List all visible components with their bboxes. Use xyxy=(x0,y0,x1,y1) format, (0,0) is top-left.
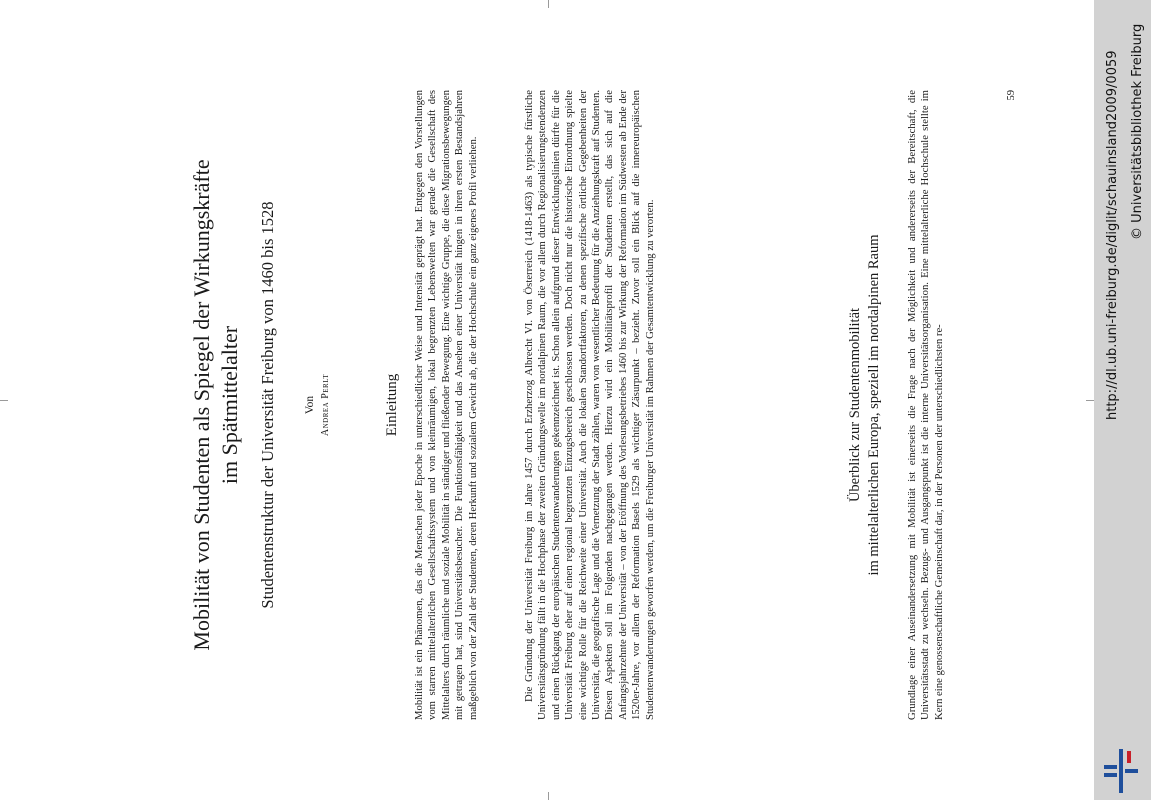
section-heading-line-1: Überblick zur Studentenmobilität xyxy=(847,307,863,503)
author-prefix: Von xyxy=(304,395,316,415)
crop-mark xyxy=(548,792,549,800)
paragraph: Mobilität ist ein Phänomen, das die Menschen jeder Epoche in unterschiedlicher Weise und Intensität geprägt hat. Entgegen den Vorstellungen vom starren mittelalterlichen Gesellschaftssystem und von kleinräumigen, lokal begrenzten Lebenswelten war gerade die Gesellschaft des Mittelalters durch räumliche und soziale Mobilität in ständiger und fließender Bewegung. Eine wichtige Gruppe, die diese Migrationsbewegungen mit getragen hat, sind Universitätsbesucher. Die Funktionsfähigkeit und das Ansehen einer Universität hingen in ihren ersten Bestandsjahren maßgeblich von der Zahl der Studenten, deren Herkunft und sozialem Gewicht ab, die der Hochschule ein ganz eigenes Profil verliehen. xyxy=(413,90,479,720)
library-logo-icon xyxy=(1100,745,1142,795)
paragraph: Die Gründung der Universität Freiburg im Jahre 1457 durch Erzherzog Albrecht VI. von Österreich (1418-1463) als typische fürstliche Universitätsgründung fällt in die Hochphase der zweiten Gründungswelle im nordalpinen Raum, die vor allem durch Regionalisierungstendenzen und einen Rückgang der europäischen Studentenwanderungen gekennzeichnet ist. Schon allein aufgrund dieser Entwicklungslinien dürfte für die Universität Freiburg eher auf einen regional begrenzten Einzugsbereich geschlossen werden. Doch nicht nur die historische Einordnung spielte eine wichtige Rolle für die Reichweite einer Universität. Auch die lokalen Standortfaktoren, zu denen spezifische örtliche Gegebenheiten der Universität, die geografische Lage und die Vernetzung der Stadt zählen, waren von wesentlicher Bedeutung für die Anziehungskraft auf Studenten. Diesen Aspekten soll im Folgenden nachgegangen werden. Hierzu wird ein Mobilitätsprofil der Studenten erstellt, das sich auf die Anfangsjahrzehnte der Universität – von der Eröffnung des Vorlesungsbetriebes 1460 bis zur Wirkung der Reformation im Südwesten ab Ende der 1520er-Jahre, vor allem der Reformation Basels 1529 als wichtiger Zäsurpunkt – bezieht. Zuvor soll ein Blick auf die innereuropäischen Studentenwanderungen geworfen werden, um die Freiburger Universität im Rahmen der Gesamtentwicklung zu verorten. xyxy=(523,90,656,720)
page-number: 59 xyxy=(1006,90,1017,101)
section-heading-line-2: im mittelalterlichen Europa, speziell im nordalpinen Raum xyxy=(866,234,882,576)
document-title xyxy=(188,90,244,720)
section-heading-einleitung: Einleitung xyxy=(384,373,400,437)
document-page xyxy=(188,90,1018,720)
crop-mark xyxy=(0,400,8,401)
copyright-notice: © Universitätsbibliothek Freiburg xyxy=(1130,23,1145,240)
author-name: Andrea Perlt xyxy=(320,373,331,437)
section-heading-ueberblick xyxy=(846,90,884,720)
title-line-1: Mobilität von Studenten als Spiegel der Wirkungskräfte xyxy=(189,159,214,651)
paragraph: Grundlage einer Auseinandersetzung mit Mobilität ist einerseits die Frage nach der Möglichkeit und andererseits der Bereitschaft, die Universitätsstadt zu wechseln. Bezugs- und Ausgangspunkt ist die interne Universitätsorganisation. Eine mittelalterliche Hochschule stellte im Kern eine genossenschaftliche Gemeinschaft dar, in der Personen der unterschiedlichsten re- xyxy=(906,90,945,720)
crop-mark xyxy=(1086,400,1094,401)
crop-mark xyxy=(548,0,549,8)
title-line-2: im Spätmittelalter xyxy=(217,325,242,485)
document-subtitle: Studentenstruktur der Universität Freiburg von 1460 bis 1528 xyxy=(258,201,277,609)
permalink-url[interactable]: http://dl.ub.uni-freiburg.de/diglit/schauinsland2009/0059 xyxy=(1105,50,1120,420)
